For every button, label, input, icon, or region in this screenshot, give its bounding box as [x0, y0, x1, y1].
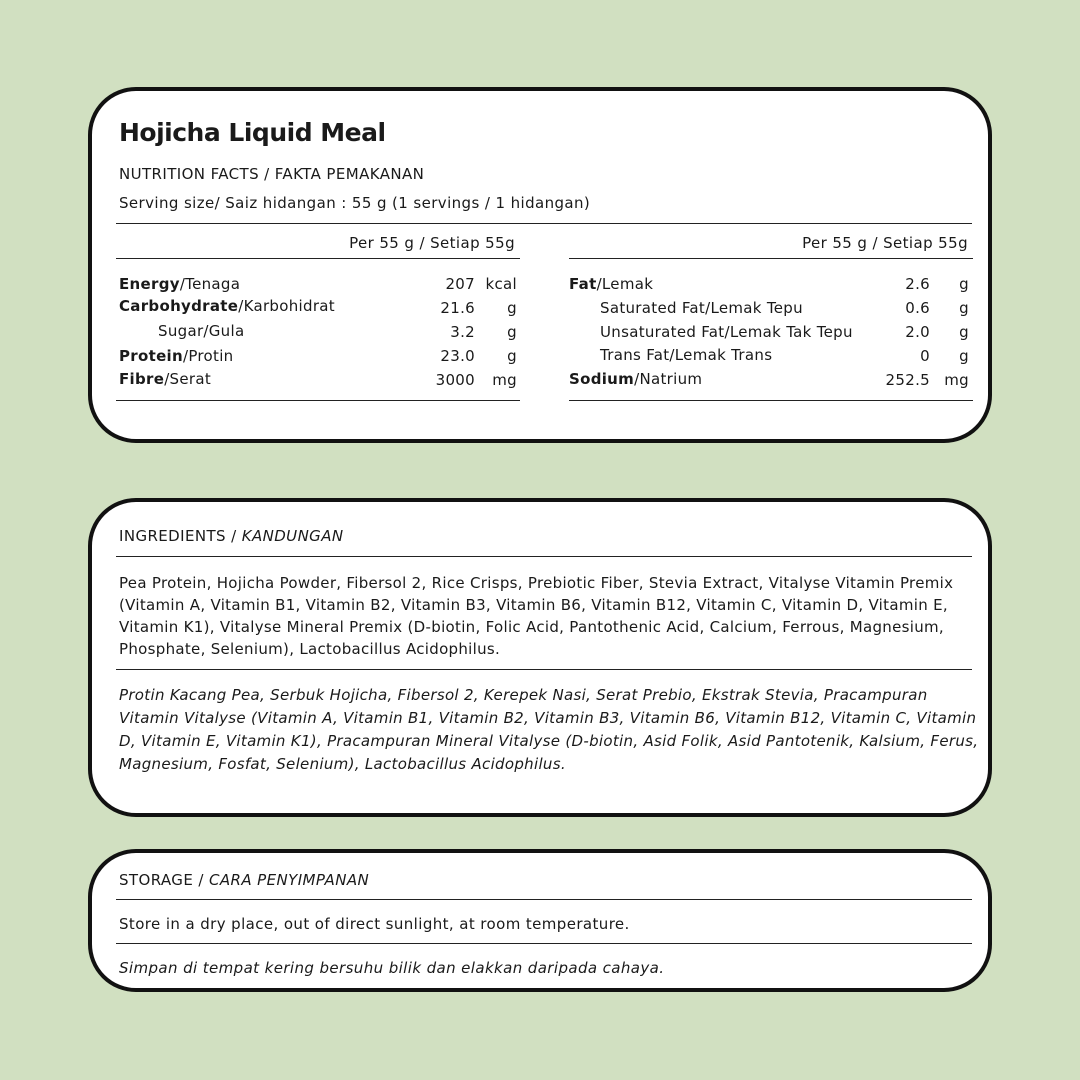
- nutrient-row-fat: [569, 275, 653, 293]
- storage-malay: Simpan di tempat kering bersuhu bilik dan elakkan daripada cahaya.: [119, 959, 665, 977]
- nutrient-unit: mg: [944, 371, 969, 389]
- nutrient-value: 252.5: [885, 371, 930, 389]
- nutrient-label: /Tenaga: [179, 275, 241, 293]
- heading-text: INGREDIENTS /: [119, 527, 242, 545]
- storage-card: [88, 849, 992, 992]
- nutrient-unit: g: [959, 347, 969, 365]
- heading-text-italic: CARA PENYIMPANAN: [209, 871, 370, 889]
- heading-text-italic: KANDUNGAN: [241, 527, 344, 545]
- ingredients-card: [88, 498, 992, 817]
- heading-text: STORAGE /: [119, 871, 209, 889]
- nutrient-value: 21.6: [440, 299, 475, 317]
- nutrient-name: Sodium: [569, 370, 635, 388]
- nutrient-name: Carbohydrate: [119, 297, 239, 315]
- ingredients-heading: [119, 527, 344, 545]
- nutrient-row-saturated-fat: [600, 299, 803, 317]
- nutrient-row-carbohydrate: [119, 297, 335, 315]
- nutrient-value: 0.6: [905, 299, 930, 317]
- divider: [116, 556, 972, 557]
- nutrient-value: 23.0: [440, 347, 475, 365]
- nutrient-unit: g: [507, 347, 517, 365]
- divider: [569, 400, 973, 401]
- facts-heading: NUTRITION FACTS / FAKTA PEMAKANAN: [119, 165, 425, 183]
- nutrient-label: /Natrium: [634, 370, 703, 388]
- nutrient-unit: g: [959, 299, 969, 317]
- nutrient-name: Energy: [119, 275, 180, 293]
- nutrient-value: 2.6: [905, 275, 930, 293]
- serving-size: Serving size/ Saiz hidangan : 55 g (1 servings / 1 hidangan): [119, 194, 591, 212]
- nutrient-unit: g: [507, 299, 517, 317]
- nutrient-row-sodium: [569, 370, 702, 388]
- storage-english: Store in a dry place, out of direct sunlight, at room temperature.: [119, 915, 630, 933]
- divider: [116, 400, 520, 401]
- nutrient-row-unsaturated-fat: [600, 323, 853, 341]
- divider: [569, 258, 973, 259]
- nutrient-value: 3.2: [450, 323, 475, 341]
- nutrient-unit: g: [507, 323, 517, 341]
- nutrient-label: Sugar/Gula: [158, 322, 245, 340]
- nutrient-unit: kcal: [485, 275, 517, 293]
- nutrient-name: Fibre: [119, 370, 165, 388]
- nutrient-value: 0: [920, 347, 930, 365]
- left-column-header: Per 55 g / Setiap 55g: [349, 234, 515, 252]
- nutrient-value: 2.0: [905, 323, 930, 341]
- ingredients-english: Pea Protein, Hojicha Powder, Fibersol 2, Rice Crisps, Prebiotic Fiber, Stevia Extract, Vitalyse Vitamin Premix (Vitamin A, Vitamin B1, Vitamin B2, Vitamin B3, Vitamin B6, Vitamin B12, Vitamin C, Vitamin D, Vitamin E, Vitamin K1), Vitalyse Mineral Premix (D-biotin, Folic Acid, Pantothenic Acid, Calcium, Ferrous, Magnesium, Phosphate, Selenium), Lactobacillus Acidophilus.: [119, 574, 954, 658]
- divider: [116, 258, 520, 259]
- nutrient-label: /Lemak: [596, 275, 654, 293]
- nutrient-row-sugar: [158, 322, 244, 340]
- nutrient-unit: g: [959, 275, 969, 293]
- nutrient-label: /Serat: [164, 370, 212, 388]
- nutrient-row-protein: [119, 347, 233, 365]
- nutrient-row-trans-fat: [600, 346, 772, 364]
- nutrient-name: Protein: [119, 347, 183, 365]
- nutrient-label: /Protin: [182, 347, 234, 365]
- storage-heading: [119, 871, 369, 889]
- right-column-header: Per 55 g / Setiap 55g: [802, 234, 968, 252]
- divider: [116, 899, 972, 900]
- nutrient-name: Fat: [569, 275, 597, 293]
- nutrient-row-fibre: [119, 370, 211, 388]
- nutrient-unit: mg: [492, 371, 517, 389]
- nutrient-label: Trans Fat/Lemak Trans: [600, 346, 773, 364]
- nutrition-card: [88, 87, 992, 443]
- nutrient-label: /Karbohidrat: [238, 297, 335, 315]
- divider: [116, 223, 972, 224]
- product-title: Hojicha Liquid Meal: [119, 118, 386, 147]
- nutrient-unit: g: [959, 323, 969, 341]
- nutrient-label: Saturated Fat/Lemak Tepu: [600, 299, 803, 317]
- ingredients-malay: Protin Kacang Pea, Serbuk Hojicha, Fibersol 2, Kerepek Nasi, Serat Prebio, Ekstrak Stevia, Pracampuran Vitamin Vitalyse (Vitamin A, Vitamin B1, Vitamin B2, Vitamin B3, Vitamin B6, Vitamin B12, Vitamin C, Vitamin D, Vitamin E, Vitamin K1), Pracampuran Mineral Vitalyse (D-biotin, Asid Folik, Asid Pantotenik, Kalsium, Ferus, Magnesium, Fosfat, Selenium), Lactobacillus Acidophilus.: [119, 686, 979, 773]
- nutrient-value: 3000: [435, 371, 475, 389]
- divider: [116, 669, 972, 670]
- nutrient-value: 207: [445, 275, 475, 293]
- divider: [116, 943, 972, 944]
- nutrient-row-energy: [119, 275, 240, 293]
- nutrient-label: Unsaturated Fat/Lemak Tak Tepu: [600, 323, 853, 341]
